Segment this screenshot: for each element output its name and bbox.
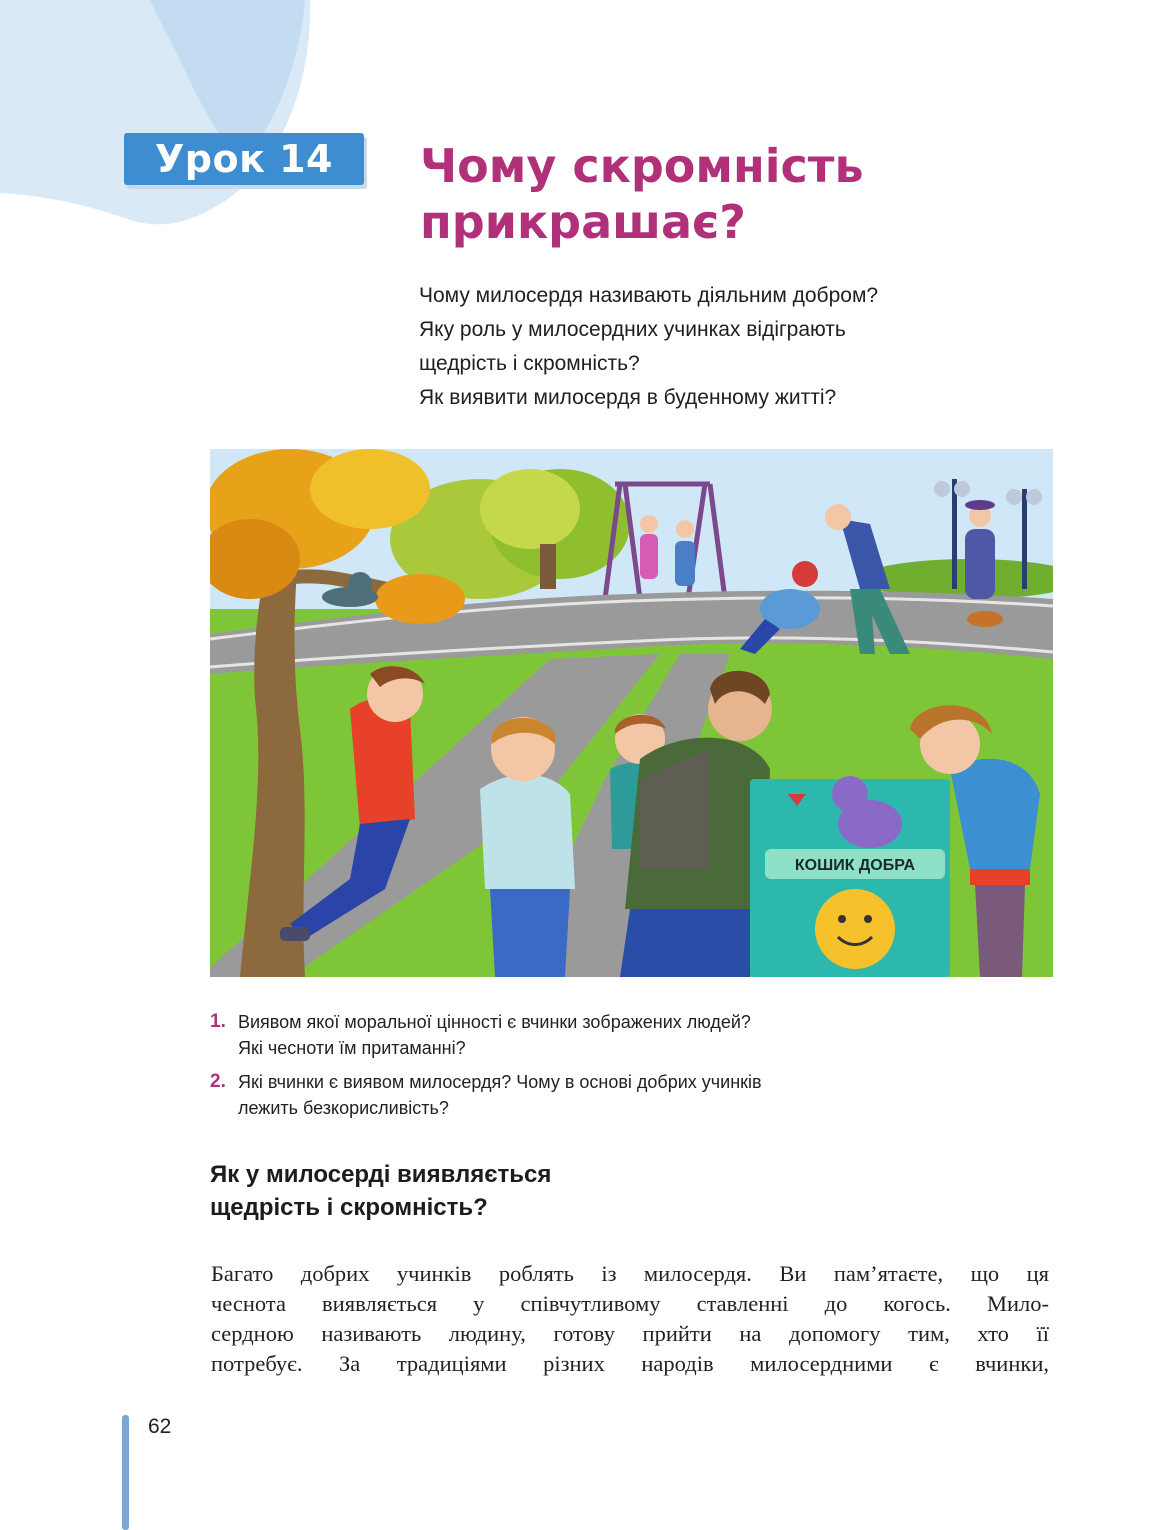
- lesson-title-line-2: прикрашає?: [420, 195, 746, 249]
- lesson-tag: [124, 133, 364, 185]
- intro-question: Як виявити милосердя в буденному житті?: [419, 386, 837, 409]
- park-illustration: [210, 449, 1053, 977]
- lesson-title-line-1: Чому скромність: [420, 139, 864, 193]
- body-line: потребує. За традиціями різних народів милосердними є вчинки,: [211, 1351, 1049, 1376]
- intro-question: щедрість і скромність?: [419, 352, 640, 375]
- question-list: [210, 1009, 1070, 1129]
- page-margin-bar: [122, 1415, 129, 1530]
- decorative-blob: [0, 0, 320, 235]
- question-text: Виявом якої моральної цінності є вчинки зображених людей?: [238, 1012, 751, 1032]
- lesson-title: [420, 138, 980, 250]
- body-line: Багато добрих учинків роблять із милосердя. Ви пам’ятаєте, що ця: [211, 1261, 1049, 1286]
- intro-questions: [419, 279, 1039, 415]
- section-heading-line-1: Як у милосерді виявляється: [210, 1161, 552, 1188]
- section-heading: [210, 1158, 810, 1224]
- question-item: [210, 1009, 1070, 1061]
- question-text: лежить безкорисливість?: [238, 1098, 449, 1118]
- question-number: 2.: [210, 1071, 226, 1092]
- page-number: 62: [148, 1415, 172, 1438]
- intro-question: Яку роль у милосердних учинках відіграють: [419, 318, 846, 341]
- intro-question: Чому милосердя називають діяльним добром?: [419, 284, 879, 307]
- body-line: сердною називають людину, готову прийти на допомогу тим, хто її: [211, 1321, 1049, 1346]
- kindness-box-label: КОШИК ДОБРА: [794, 857, 916, 874]
- question-text: Які вчинки є виявом милосердя? Чому в основі добрих учинків: [238, 1072, 762, 1092]
- question-number: 1.: [210, 1011, 226, 1032]
- lesson-number: Урок 14: [154, 137, 333, 181]
- body-paragraph: [211, 1259, 1049, 1379]
- section-heading-line-2: щедрість і скромність?: [210, 1194, 488, 1221]
- question-text: Які чесноти їм притаманні?: [238, 1038, 466, 1058]
- body-line: чеснота виявляється у співчутливому ставленні до когось. Мило-: [211, 1291, 1049, 1316]
- question-item: [210, 1069, 1070, 1121]
